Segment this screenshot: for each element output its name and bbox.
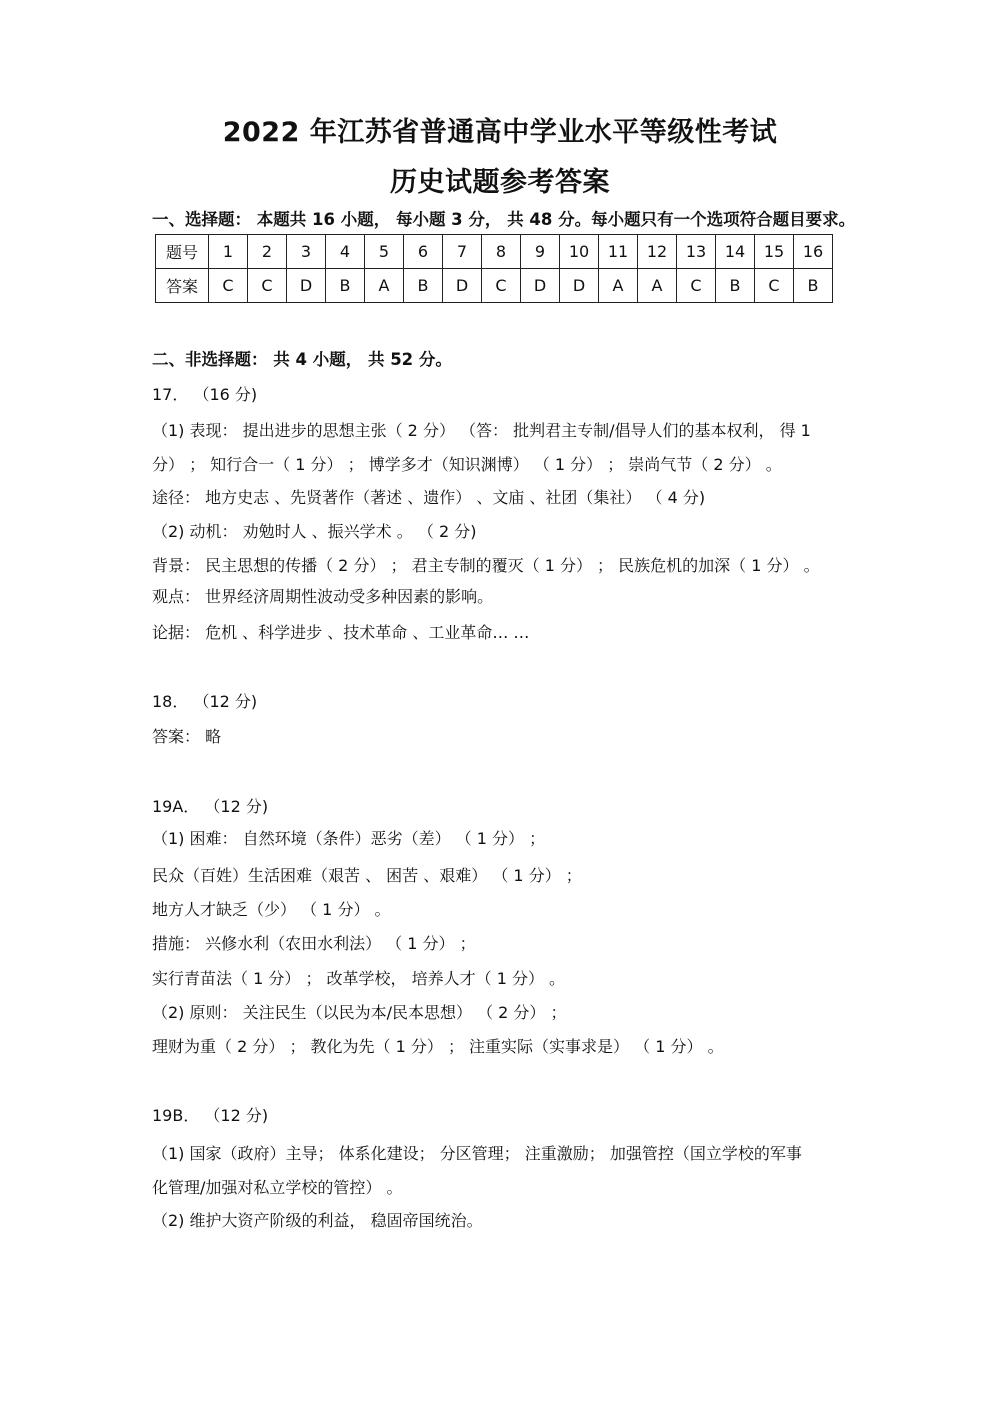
answer-row [156,269,833,303]
answer-line: 论据： 危机 、科学进步 、技术革命 、工业革命… … [152,623,530,642]
answer-line: （1) 表现： 提出进步的思想主张（ 2 分） （答： 批判君主专制/倡导人们的基本权利， 得 1 [152,421,811,440]
number-cell: 14 [716,235,755,269]
number-cell: 11 [599,235,638,269]
answer-cell: D [521,269,560,303]
number-cell: 13 [677,235,716,269]
answer-cell: B [404,269,443,303]
answer-cell: B [326,269,365,303]
answer-table [155,234,833,303]
answer-cell: D [560,269,599,303]
title-line-1: 2022 年江苏省普通高中学业水平等级性考试 [222,117,778,148]
number-cell: 2 [248,235,287,269]
answer-line: 措施： 兴修水利（农田水利法） （ 1 分） ； [152,934,476,953]
number-cell: 10 [560,235,599,269]
answer-cell: C [482,269,521,303]
answer-line: 地方人才缺乏（少） （ 1 分） 。 [152,900,391,919]
answer-cell: A [638,269,677,303]
number-cell: 7 [443,235,482,269]
answer-line: 化管理/加强对私立学校的管控） 。 [152,1178,403,1197]
answer-line: 背景： 民主思想的传播（ 2 分） ； 君主专制的覆灭（ 1 分） ； 民族危机的加深（ 1 分） 。 [152,556,820,575]
number-cell: 15 [755,235,794,269]
answer-cell: D [287,269,326,303]
q19a-title: 19A． （12 分) [152,797,269,816]
answer-line: 民众（百姓）生活困难（艰苦 、 困苦 、艰难） （ 1 分） ； [152,866,582,885]
answer-cell: C [248,269,287,303]
answer-cell: C [677,269,716,303]
number-cell: 1 [209,235,248,269]
answer-line: 分） ； 知行合一（ 1 分） ； 博学多才（知识渊博） （ 1 分） ； 崇尚气节（ 2 分） 。 [152,455,782,474]
q17-title: 17． （16 分) [152,385,258,404]
number-cell: 5 [365,235,404,269]
number-cell: 6 [404,235,443,269]
answer-line: （1) 困难： 自然环境（条件）恶劣（差） （ 1 分） ； [152,829,546,848]
answer-line: 途径： 地方史志 、先贤著作（著述 、遗作） 、文庙 、社团（集社） （ 4 分) [152,488,706,507]
answer-cell: D [443,269,482,303]
q18-title: 18． （12 分) [152,692,258,711]
answer-line: （2) 原则： 关注民生（以民为本/民本思想） （ 2 分） ； [152,1003,567,1022]
number-cell: 16 [794,235,833,269]
answer-cell: A [365,269,404,303]
answer-line: 理财为重（ 2 分） ； 教化为先（ 1 分） ； 注重实际（实事求是） （ 1 分） 。 [152,1037,724,1056]
number-row-label: 题号 [156,235,209,269]
answer-row-label: 答案 [156,269,209,303]
answer-cell: B [716,269,755,303]
answer-line: 实行青苗法（ 1 分） ； 改革学校， 培养人才（ 1 分） 。 [152,969,566,988]
answer-cell: C [209,269,248,303]
section2-heading: 二、非选择题： 共 4 小题， 共 52 分。 [152,350,452,369]
number-row [156,235,833,269]
number-cell: 9 [521,235,560,269]
number-cell: 12 [638,235,677,269]
title-line-2: 历史试题参考答案 [390,167,610,198]
number-cell: 4 [326,235,365,269]
number-cell: 8 [482,235,521,269]
answer-line: （2) 维护大资产阶级的利益， 稳固帝国统治。 [152,1211,483,1230]
q19b-title: 19B． （12 分) [152,1106,269,1125]
section1-heading: 一、选择题： 本题共 16 小题， 每小题 3 分， 共 48 分。每小题只有一个选项符合题目要求。 [152,210,856,229]
answer-cell: A [599,269,638,303]
answer-cell: B [794,269,833,303]
answer-line: 观点： 世界经济周期性波动受多种因素的影响。 [152,587,494,606]
answer-line: （2) 动机： 劝勉时人 、振兴学术 。 （ 2 分) [152,522,477,541]
answer-line: （1) 国家（政府）主导； 体系化建设； 分区管理； 注重激励； 加强管控（国立学校的军事 [152,1144,802,1163]
answer-cell: C [755,269,794,303]
number-cell: 3 [287,235,326,269]
answer-line: 答案： 略 [152,727,222,746]
